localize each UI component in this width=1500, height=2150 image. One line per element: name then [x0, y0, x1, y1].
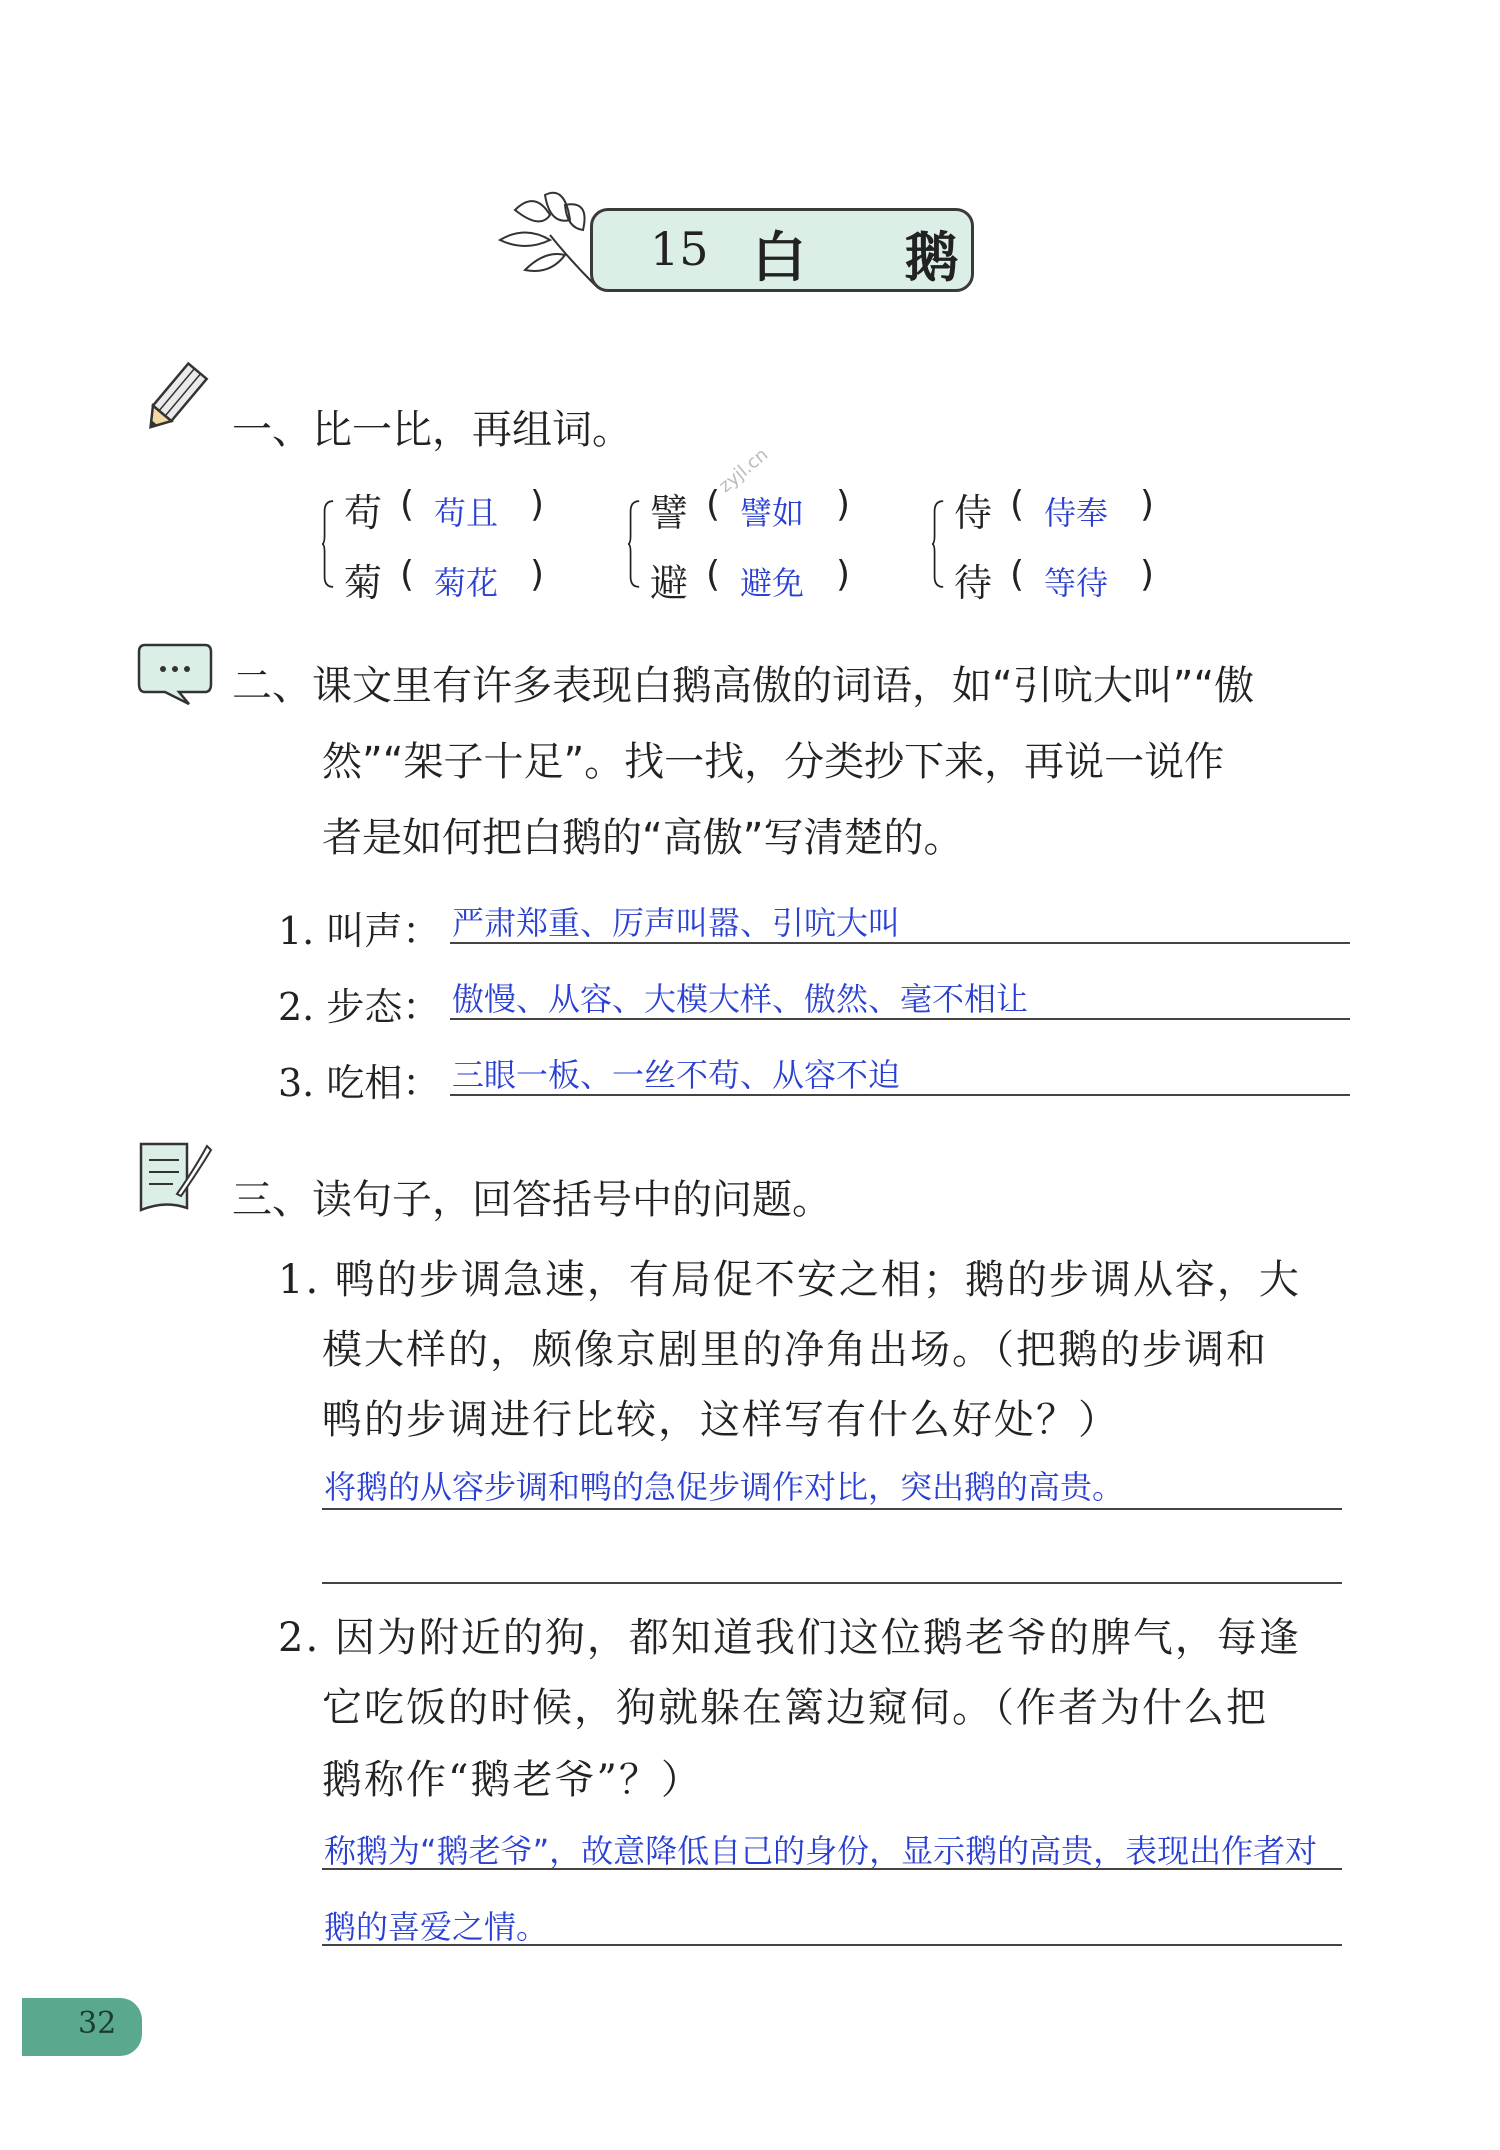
- pencil-icon: [135, 358, 215, 438]
- brace: [322, 492, 334, 596]
- lesson-number: 15: [650, 222, 709, 276]
- brace: [628, 492, 640, 596]
- char-bottom: 避: [650, 561, 689, 605]
- q2-line-3: 鹅称作“鹅老爷”？）: [322, 1757, 703, 1803]
- answer-line: [450, 1094, 1350, 1096]
- item-label: 2. 步态：: [278, 985, 441, 1029]
- section1-heading: 一、比一比，再组词。: [232, 407, 632, 453]
- answer-line: [322, 1582, 1342, 1584]
- char-top: 譬: [650, 491, 689, 535]
- paren-close: ): [1140, 484, 1155, 525]
- char-bottom: 待: [954, 561, 993, 605]
- paren-close: ): [836, 554, 851, 595]
- q2-answer-1: 称鹅为“鹅老爷”，故意降低自己的身份，显示鹅的高贵，表现出作者对: [324, 1832, 1318, 1870]
- answer-bottom: 等待: [1044, 564, 1109, 602]
- answer-top: 苟且: [434, 494, 499, 532]
- answer-line: [322, 1508, 1342, 1510]
- char-bottom: 菊: [344, 561, 383, 605]
- magnolia-flower-icon: [495, 180, 605, 290]
- watermark: zyjl.cn: [714, 444, 773, 497]
- answer-line: [322, 1868, 1342, 1870]
- speech-bubble-icon: [135, 640, 215, 708]
- q2-answer-2: 鹅的喜爱之情。: [324, 1908, 549, 1946]
- item-answer: 傲慢、从容、大模大样、傲然、毫不相让: [452, 980, 1029, 1018]
- answer-line: [450, 942, 1350, 944]
- brace: [932, 492, 944, 596]
- answer-line: [450, 1018, 1350, 1020]
- paren-open: (: [706, 484, 721, 525]
- paren-open: (: [706, 554, 721, 595]
- char-top: 侍: [954, 491, 993, 535]
- section2-heading-line-1: 二、课文里有许多表现白鹅高傲的词语，如“引吭大叫”“傲: [232, 663, 1255, 709]
- writing-paper-icon: [135, 1138, 215, 1218]
- q1-answer-1: 将鹅的从容步调和鸭的急促步调作对比，突出鹅的高贵。: [324, 1468, 1125, 1506]
- answer-line: [322, 1944, 1342, 1946]
- answer-bottom: 避免: [740, 564, 805, 602]
- item-label: 3. 吃相：: [278, 1061, 441, 1105]
- q1-line-3: 鸭的步调进行比较，这样写有什么好处？）: [322, 1397, 1120, 1443]
- section3-heading: 三、读句子，回答括号中的问题。: [232, 1177, 832, 1223]
- section2-heading-line-2: 然”“架子十足”。找一找，分类抄下来，再说一说作: [322, 739, 1225, 785]
- paren-open: (: [400, 554, 415, 595]
- answer-top: 譬如: [740, 494, 805, 532]
- q2-line-2: 它吃饭的时候，狗就躲在篱边窥伺。（作者为什么把: [322, 1685, 1268, 1731]
- char-top: 苟: [344, 491, 383, 535]
- item-label: 1. 叫声：: [278, 909, 441, 953]
- item-answer: 严肃郑重、厉声叫嚣、引吭大叫: [452, 904, 901, 942]
- paren-close: ): [530, 484, 545, 525]
- q1-line-1: 1. 鸭的步调急速，有局促不安之相；鹅的步调从容，大: [278, 1257, 1301, 1303]
- paren-close: ): [1140, 554, 1155, 595]
- paren-close: ): [530, 554, 545, 595]
- lesson-title: 白 鹅: [752, 226, 999, 289]
- paren-open: (: [1010, 554, 1025, 595]
- page-number: 32: [78, 2006, 117, 2041]
- q2-line-1: 2. 因为附近的狗，都知道我们这位鹅老爷的脾气，每逢: [278, 1615, 1301, 1661]
- answer-top: 侍奉: [1044, 494, 1109, 532]
- item-answer: 三眼一板、一丝不苟、从容不迫: [452, 1056, 901, 1094]
- paren-open: (: [1010, 484, 1025, 525]
- section2-heading-line-3: 者是如何把白鹅的“高傲”写清楚的。: [322, 815, 964, 861]
- answer-bottom: 菊花: [434, 564, 499, 602]
- q1-line-2: 模大样的，颇像京剧里的净角出场。（把鹅的步调和: [322, 1327, 1268, 1373]
- paren-open: (: [400, 484, 415, 525]
- paren-close: ): [836, 484, 851, 525]
